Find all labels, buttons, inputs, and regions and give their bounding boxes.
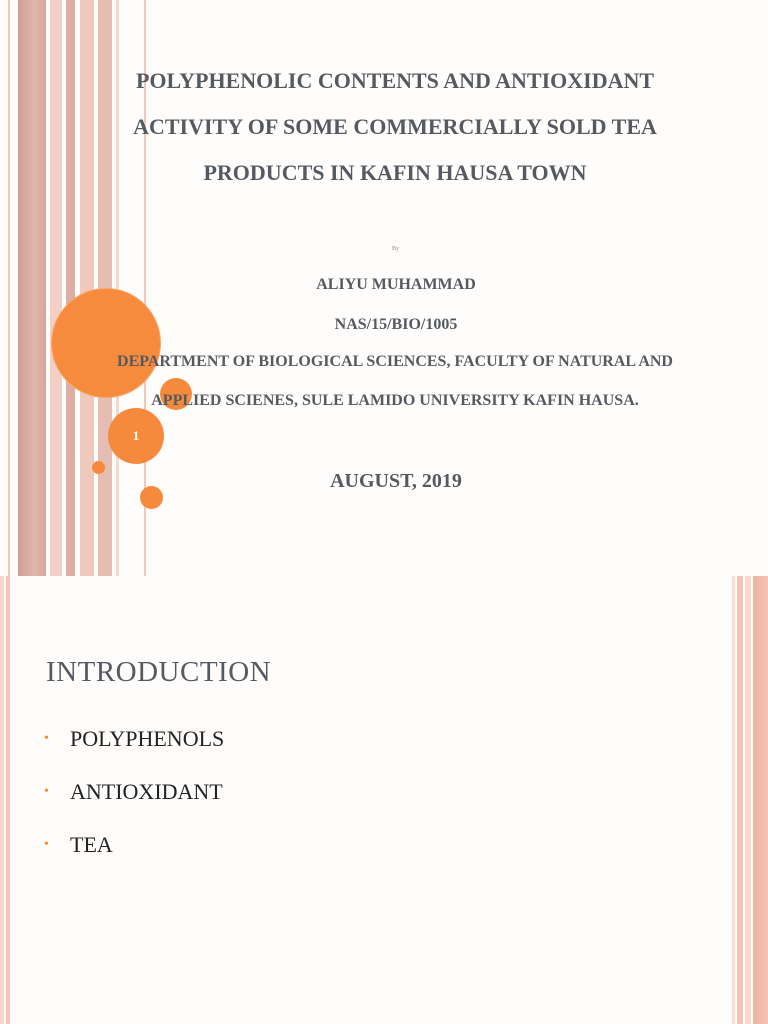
decor-stripe	[18, 0, 46, 576]
title-line: PRODUCTS IN KAFIN HAUSA TOWN	[203, 160, 587, 185]
title-line: ACTIVITY OF SOME COMMERCIALLY SOLD TEA	[133, 114, 657, 139]
decor-stripe	[732, 576, 735, 1024]
department-line: DEPARTMENT OF BIOLOGICAL SCIENCES, FACULTY OF NATURAL AND	[117, 353, 673, 370]
decor-circle-large	[51, 288, 161, 398]
bullet-icon: •	[44, 731, 49, 746]
registration-number: NAS/15/BIO/1005	[334, 316, 458, 333]
presentation-date: AUGUST, 2019	[330, 470, 462, 492]
title-line: POLYPHENOLIC CONTENTS AND ANTIOXIDANT	[135, 68, 655, 93]
list-item	[44, 832, 224, 885]
list-item-text: POLYPHENOLS	[70, 726, 225, 751]
introduction-slide	[0, 576, 768, 1024]
decor-stripe	[745, 576, 751, 1024]
list-item	[44, 779, 224, 832]
decor-stripe	[6, 576, 10, 1024]
author-name: ALIYU MUHAMMAD	[316, 276, 476, 293]
department-line: APPLIED SCIENES, SULE LAMIDO UNIVERSITY KAFIN HAUSA.	[151, 392, 639, 409]
bullet-icon: •	[44, 837, 49, 852]
by-mark: By	[392, 246, 400, 252]
slide-number-badge: 1	[108, 408, 164, 464]
section-heading: INTRODUCTION	[46, 656, 272, 688]
decor-stripe	[8, 0, 10, 576]
list-item-text: ANTIOXIDANT	[70, 779, 223, 804]
slide-title	[60, 58, 730, 196]
bullet-icon: •	[44, 784, 49, 799]
decor-stripe	[737, 576, 743, 1024]
decor-stripe	[753, 576, 768, 1024]
list-item	[44, 726, 224, 779]
list-item-text: TEA	[70, 832, 113, 857]
bullet-list	[44, 726, 224, 885]
decor-stripe	[0, 576, 4, 1024]
